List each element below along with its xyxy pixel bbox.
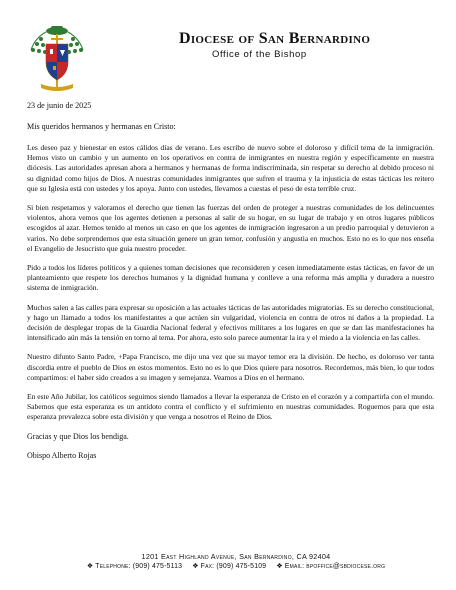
paragraph-2: Si bien respetamos y valoramos el derecho que tienen las fuerzas del orden de proteger a nuestras comunidades de los delincuentes violentos, ahora vemos que los agentes detienen a personas al salir de su hogar, en su lugar de trabajo y en otros lugares públicos escogidos al azar. Hemos tenido al menos un caso en que los agentes de inmigración ingresaron a un predio parroquial y detuvieron a varios. No debe sorprendernos que esta situación genere un gran temor, confusión y angustia en muchos. Esto no es lo que nos enseña el Evangelio de Jesucristo que guía nuestro proceder. xyxy=(27,203,434,253)
paragraph-1: Les deseo paz y bienestar en estos cálidos días de verano. Les escribo de nuevo sobre el doloroso y difícil tema de la inmigración. Hemos visto un cambio y un aumento en los operativos en contra de inmigrantes en nuestra región y específicamente en nuestra diócesis. Las autoridades apresan ahora a hermanos y hermanas de forma indiscriminada, sin respetar su derecho al debido proceso ni su dignidad como hijos de Dios. A nuestras comunidades inmigrantes que sufren el trauma y la injusticia de estas tácticas les reitero que su Iglesia está con ustedes y los apoya. Junto con ustedes, llevamos a cuestas el peso de esta terrible cruz. xyxy=(27,143,434,193)
coat-of-arms-icon xyxy=(27,24,87,94)
letter-date: 23 de junio de 2025 xyxy=(27,101,92,110)
footer-email xyxy=(276,563,385,570)
paragraph-4: Muchos salen a las calles para expresar su oposición a las actuales tácticas de las autoridades migratorias. Es su derecho constitucional, y hago un llamado a todos los manifestantes a que actúen sin vulgaridad, violencia en contra de otros ni daños a la propiedad. La decisión de desplegar tropas de la Guardia Nacional federal y efectivos militares a los lugares en que se dan las manifestaciones ha intensificado aún más la tensión en torno al tema. Por ahora, esto solo parece aumentar la ira y el miedo a la violencia en las calles. xyxy=(27,302,434,343)
footer-fax xyxy=(192,563,266,570)
footer-telephone xyxy=(87,563,182,570)
footer-contacts xyxy=(56,563,416,570)
paragraph-3: Pido a todos los líderes políticos y a quienes toman decisiones que reconsideren y cesen inmediatamente estas tácticas, en favor de un planteamiento que respete los derechos humanos y la dignidad humana y conlleve a una reforma más amplia y duradera a nuestro sistema de inmigración. xyxy=(27,263,434,293)
letterhead xyxy=(27,24,437,96)
diamond-bullet-icon: ❖ xyxy=(276,563,283,570)
diamond-bullet-icon: ❖ xyxy=(86,563,94,570)
diamond-bullet-icon: ❖ xyxy=(192,563,199,570)
footer-address: 1201 East Highland Avenue, San Bernardino, CA 92404 xyxy=(141,552,331,561)
fax-text: Fax: (909) 475-5109 xyxy=(200,563,267,570)
paragraph-5: Nuestro difunto Santo Padre, +Papa Francisco, me dijo una vez que su mayor temor era la división. De hecho, es doloroso ver tanta discordia entre el pueblo de Dios en estos momentos. Esto no es lo que Dios quiere para nosotros. Recordemos, más bien, lo que todos compartimos: el haber sido creados a su imagen y semejanza. Veamos a Dios en el hermano. xyxy=(27,352,434,382)
diocese-name: Diocese of San Bernardino xyxy=(179,30,371,47)
closing: Gracias y que Dios los bendiga. xyxy=(27,431,129,441)
letter-footer xyxy=(56,552,416,570)
salutation: Mis queridos hermanos y hermanas en Cristo: xyxy=(27,122,176,131)
email-text: Email: bpoffice@sbdiocese.org xyxy=(284,563,386,570)
office-name: Office of the Bishop xyxy=(212,49,307,60)
paragraph-6: En este Año Jubilar, los católicos seguimos siendo llamados a llevar la esperanza de Cristo en el corazón y a compartirla con el mundo. Sabemos que esta esperanza es un antídoto contra el conflicto y el sufrimiento en nuestras comunidades. Roguemos para que esta esperanza prevalezca sobre esta división y que venga a nosotros el Reino de Dios. xyxy=(27,392,434,422)
letter-body xyxy=(27,101,434,460)
signature: Obispo Alberto Rojas xyxy=(27,450,97,460)
telephone-text: Telephone: (909) 475-5113 xyxy=(95,563,183,570)
